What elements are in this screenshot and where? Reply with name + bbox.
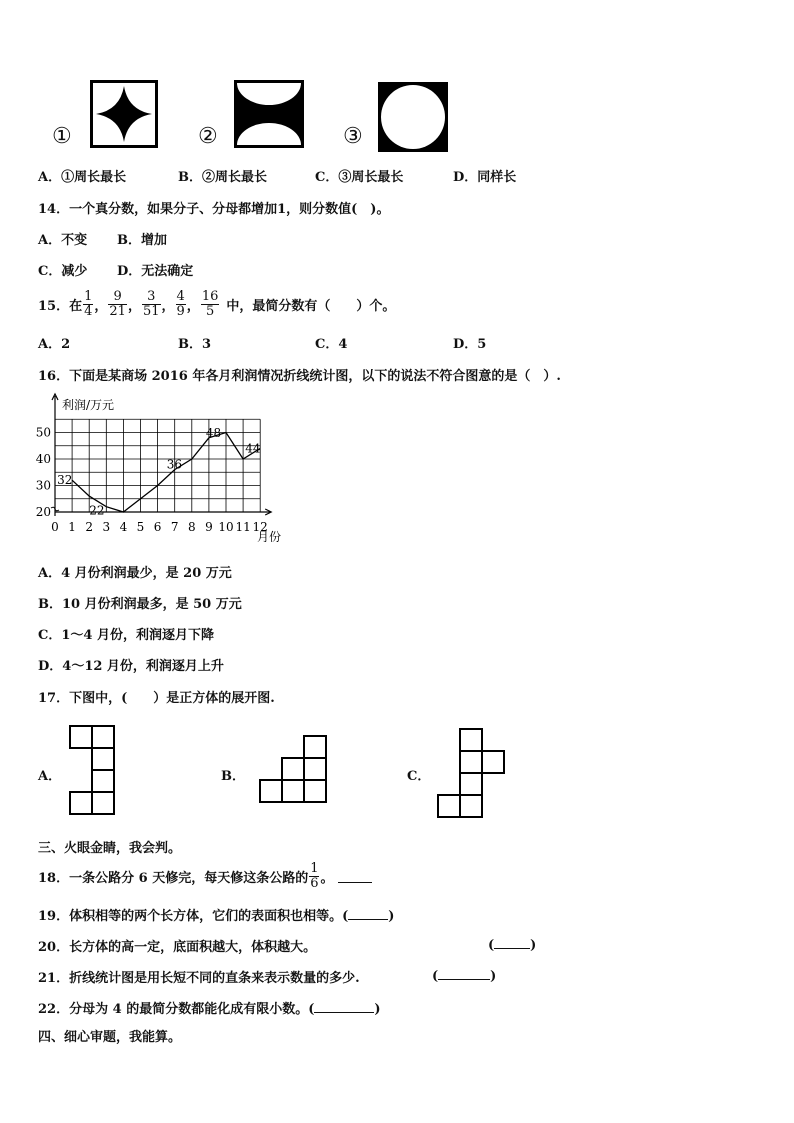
cube-net-c[interactable] — [437, 728, 505, 820]
q15-sep: ， — [127, 298, 141, 314]
q21-answer-blank[interactable] — [438, 967, 490, 980]
q17-option-b-label[interactable]: B． — [221, 769, 245, 784]
data-label: 32 — [57, 473, 73, 488]
section-3-title: 三、火眼金睛，我会判。 — [38, 841, 182, 856]
x-tick-label: 5 — [136, 520, 145, 534]
y-tick-label: 30 — [35, 478, 51, 493]
q19-answer-blank[interactable] — [348, 907, 388, 920]
x-tick-label: 0 — [51, 520, 59, 534]
figure-2-half-circles — [234, 80, 304, 148]
figure-1-star-square — [90, 80, 158, 148]
q15-option-a[interactable]: A．2 — [38, 337, 71, 352]
x-tick-label: 2 — [85, 520, 94, 534]
q19-text: 19．体积相等的两个长方体，它们的表面积也相等。( — [38, 909, 349, 924]
figure-label-1: ① — [52, 124, 72, 149]
q14-option-a[interactable]: A．不变 — [38, 233, 88, 248]
q21-answer[interactable]: ( ) — [432, 969, 497, 984]
q15-prefix: 15．在 — [38, 298, 83, 314]
data-label: 22 — [89, 503, 105, 518]
q15-fraction-4: $\frac{4}{9}$ — [176, 288, 185, 319]
q19-close: ) — [388, 909, 395, 924]
q22-close: ) — [374, 1002, 381, 1017]
q15-sep: ， — [161, 298, 175, 314]
x-tick-label: 9 — [205, 520, 213, 534]
q16-stem: 16．下面是某商场 2016 年各月利润情况折线统计图，以下的说法不符合图意的是（ ）. — [38, 369, 561, 384]
q18-stem — [38, 858, 372, 894]
x-tick-label: 6 — [153, 520, 162, 534]
q13-option-c[interactable]: C．③周长最长 — [315, 170, 404, 185]
q15-stem — [38, 286, 395, 322]
chart-grid — [55, 419, 260, 512]
q14-stem: 14．一个真分数，如果分子、分母都增加1，则分数值( )。 — [38, 202, 390, 217]
q15-option-c[interactable]: C．4 — [315, 337, 348, 352]
q15-option-d[interactable]: D．5 — [453, 337, 487, 352]
figure-label-3: ③ — [343, 124, 363, 149]
q15-fraction-2: $\frac{9}{21}$ — [109, 288, 126, 319]
q15-fraction-5: $\frac{16}{5}$ — [201, 288, 219, 319]
figure-3-circle-square — [378, 82, 448, 152]
q15-suffix: 中，最简分数有（ ）个。 — [226, 298, 396, 314]
cube-net-a[interactable] — [69, 725, 115, 817]
y-tick-label: 40 — [35, 452, 51, 466]
q14-option-c[interactable]: C．减少 — [38, 264, 88, 279]
section-4-title: 四、细心审题，我能算。 — [38, 1030, 182, 1045]
q16-option-d[interactable]: D．4～12 月份，利润逐月上升 — [38, 659, 224, 674]
q22-text: 22．分母为 4 的最简分数都能化成有限小数。( — [38, 1002, 315, 1017]
q17-stem: 17．下图中，( ）是正方体的展开图. — [38, 691, 275, 706]
figure-label-2: ② — [198, 124, 218, 149]
q18-suffix: 。 — [320, 870, 334, 886]
x-tick-label: 1 — [68, 520, 76, 534]
q18-answer-blank[interactable] — [338, 870, 372, 883]
q20-stem: 20．长方体的高一定，底面积越大，体积越大。 — [38, 940, 317, 955]
q14-option-b[interactable]: B．增加 — [117, 233, 167, 248]
q13-option-a[interactable]: A．①周长最长 — [38, 170, 127, 185]
q22-stem — [38, 998, 381, 1017]
q21-stem: 21．折线统计图是用长短不同的直条来表示数量的多少. — [38, 971, 360, 986]
q20-answer[interactable]: ( ) — [488, 938, 537, 953]
x-tick-label: 12 — [252, 520, 268, 534]
q16-option-a[interactable]: A．4 月份利润最少，是 20 万元 — [38, 566, 232, 581]
q20-answer-blank[interactable] — [494, 936, 530, 949]
x-tick-label: 8 — [187, 520, 196, 534]
q14-option-d[interactable]: D．无法确定 — [117, 264, 194, 279]
profit-line-chart — [34, 390, 294, 548]
q17-option-c-label[interactable]: C． — [407, 769, 431, 784]
chart-x-axis-label: 月份 — [257, 530, 282, 544]
x-tick-label: 11 — [235, 520, 251, 534]
q15-sep: ， — [94, 298, 108, 314]
q22-answer-blank[interactable] — [314, 1000, 374, 1013]
x-tick-label: 10 — [218, 520, 234, 534]
q15-fraction-3: $\frac{3}{51}$ — [142, 288, 160, 319]
data-label: 48 — [205, 425, 222, 440]
q16-option-b[interactable]: B．10 月份利润最多，是 50 万元 — [38, 597, 242, 612]
y-tick-label: 50 — [35, 425, 51, 440]
data-label: 36 — [166, 457, 182, 472]
x-tick-label: 4 — [119, 520, 128, 534]
q15-sep: ， — [186, 298, 200, 314]
x-tick-label: 3 — [102, 520, 111, 534]
q17-option-a-label[interactable]: A． — [38, 769, 62, 784]
y-tick-label: 20 — [35, 505, 51, 519]
q15-option-b[interactable]: B．3 — [178, 337, 212, 352]
x-tick-label: 7 — [170, 520, 179, 534]
cube-net-b[interactable] — [259, 735, 327, 805]
data-label: 44 — [245, 441, 261, 456]
q18-prefix: 18．一条公路分 6 天修完，每天修这条公路的 — [38, 870, 309, 886]
q18-fraction: $\frac{1}{6}$ — [310, 860, 319, 891]
chart-y-axis-label: 利润/万元 — [62, 398, 115, 412]
q15-fraction-1: $\frac{1}{4}$ — [84, 288, 93, 319]
q19-stem — [38, 905, 394, 924]
q13-option-d[interactable]: D．同样长 — [453, 170, 517, 185]
q16-option-c[interactable]: C．1～4 月份，利润逐月下降 — [38, 628, 214, 643]
q13-option-b[interactable]: B．②周长最长 — [178, 170, 267, 185]
chart-axes — [51, 394, 271, 516]
